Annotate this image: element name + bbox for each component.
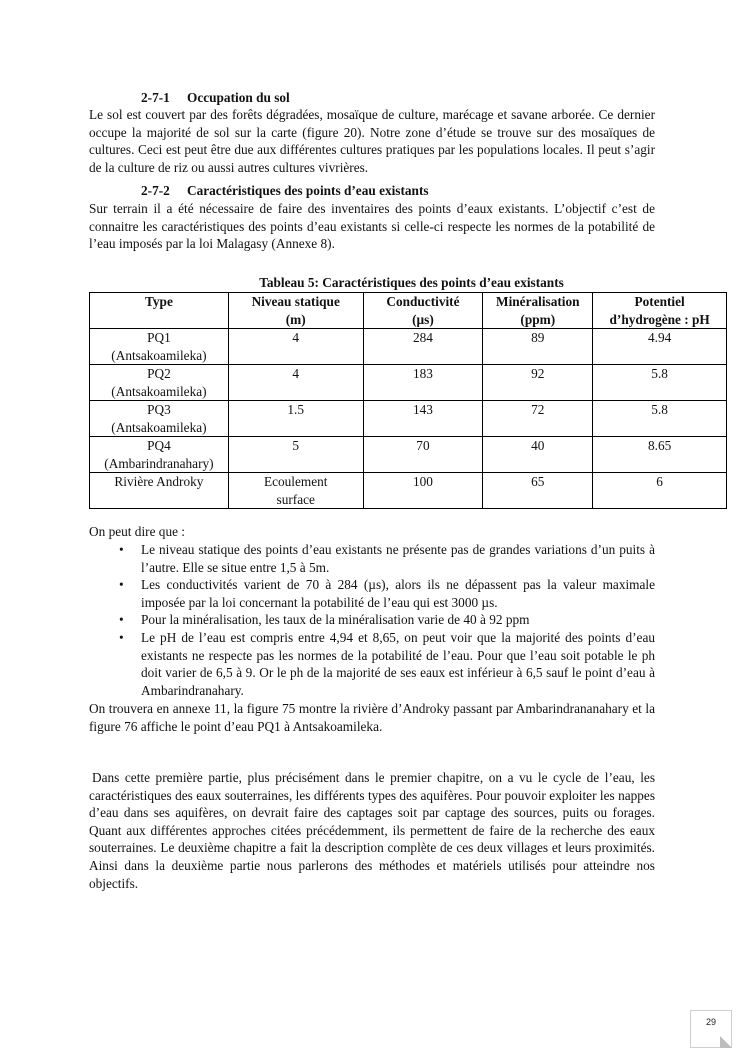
cell-mineralisation: 65: [483, 473, 593, 509]
analysis-intro: On peut dire que :: [89, 524, 186, 539]
analysis-bullet-list: [89, 541, 655, 699]
section-title: Occupation du sol: [187, 90, 290, 105]
annex-note-paragraph: On trouvera en annexe 11, la figure 75 montre la rivière d’Androky passant par Ambarindrananahary et la figure 76 affiche le point d’eau PQ1 à Antsakoamileka.: [89, 701, 655, 734]
table-row: [90, 401, 727, 437]
cell-conductivite: 183: [363, 365, 483, 401]
section-number: 2-7-2: [141, 183, 170, 198]
cell-type: PQ2 (Antsakoamileka): [90, 365, 229, 401]
page-number-box: [690, 1010, 732, 1048]
cell-niveau: 4: [228, 365, 363, 401]
header-mineralisation: Minéralisation (ppm): [483, 293, 593, 329]
cell-niveau: 4: [228, 329, 363, 365]
cell-conductivite: 143: [363, 401, 483, 437]
cell-type: Rivière Androky: [90, 473, 229, 509]
water-points-table: [89, 292, 727, 509]
cell-ph: 5.8: [593, 401, 727, 437]
list-item: • Pour la minéralisation, les taux de la minéralisation varie de 40 à 92 ppm: [119, 612, 530, 628]
cell-mineralisation: 72: [483, 401, 593, 437]
cell-type: PQ1 (Antsakoamileka): [90, 329, 229, 365]
cell-mineralisation: 89: [483, 329, 593, 365]
cell-mineralisation: 40: [483, 437, 593, 473]
cell-conductivite: 284: [363, 329, 483, 365]
table-header-row: [90, 293, 727, 329]
bullet-icon: •: [119, 577, 124, 593]
paragraph-occupation-du-sol: Le sol est couvert par des forêts dégradées, mosaïque de culture, marécage et savane arborée. Ce dernier occupe la majorité de sol sur la carte (figure 20). Notre zone d’étude se trouve sur des mosaïques de cultures. Ceci est peut être due aux différentes cultures pratiques par les populations locales. Il peut s’agir de la culture de riz ou aussi autres cultures vivrières.: [89, 107, 655, 175]
cell-ph: 5.8: [593, 365, 727, 401]
header-conductivite: Conductivité (µs): [363, 293, 483, 329]
cell-type: PQ4 (Ambarindranahary): [90, 437, 229, 473]
cell-conductivite: 70: [363, 437, 483, 473]
list-item: • Les conductivités varient de 70 à 284 (µs), alors ils ne dépassent pas la valeur maximale imposée par la loi concernant la potabilité de l’eau qui est 3000 µs.: [119, 577, 655, 610]
header-niveau-statique: Niveau statique (m): [228, 293, 363, 329]
table-row: [90, 437, 727, 473]
bullet-icon: •: [119, 542, 124, 557]
header-ph: Potentiel d’hydrogène : pH: [593, 293, 727, 329]
section-title: Caractéristiques des points d’eau existants: [187, 183, 429, 198]
cell-niveau: 5: [228, 437, 363, 473]
list-item: • Le niveau statique des points d’eau existants ne présente pas de grandes variations d’un puits à l’autre. Elle se situe entre 1,5 à 5m.: [119, 542, 655, 575]
cell-type: PQ3 (Antsakoamileka): [90, 401, 229, 437]
bullet-icon: •: [119, 629, 124, 645]
section-number: 2-7-1: [141, 90, 170, 105]
cell-ph: 8.65: [593, 437, 727, 473]
bullet-icon: •: [119, 612, 124, 628]
cell-niveau: Ecoulement surface: [228, 473, 363, 509]
table-row: [90, 473, 727, 509]
cell-mineralisation: 92: [483, 365, 593, 401]
cell-conductivite: 100: [363, 473, 483, 509]
page-number: 29: [705, 1017, 716, 1027]
section-heading-occupation-du-sol: [141, 89, 290, 106]
header-type: Type: [90, 293, 229, 329]
list-item: • Le pH de l’eau est compris entre 4,94 et 8,65, on peut voir que la majorité des points d’eau existants ne respecte pas les normes de la potabilité de l’eau. Pour que l’eau soit potable le ph doit varier de 6,5 à 9. Or le ph de la majorité de ses eaux est inférieur à 6,5 sauf le point d’eau à Ambarindranahary.: [119, 629, 655, 698]
table-row: [90, 329, 727, 365]
conclusion-paragraph: Dans cette première partie, plus précisément dans le premier chapitre, on a vu le cycle de l’eau, les caractéristiques des eaux souterraines, les différents types des aquifères. Pour pouvoir exploiter les nappes d’eau dans ses aquifères, on devrait faire des captages soit par captage des sources, puits ou forages. Quant aux différentes approches citées précédemment, ils permettent de faire de la recherche des eaux souterraines. Le deuxième chapitre a fait la description complète de ces deux villages et leurs proximités. Ainsi dans la deuxième partie nous parlerons des méthodes et matériels utilisés pour atteindre nos objectifs.: [89, 770, 655, 891]
cell-niveau: 1.5: [228, 401, 363, 437]
cell-ph: 6: [593, 473, 727, 509]
table-caption: Tableau 5: Caractéristiques des points d’eau existants: [259, 275, 564, 290]
page-curl-icon: [720, 1036, 732, 1048]
section-heading-points-deau: [141, 182, 429, 199]
table-row: [90, 365, 727, 401]
cell-ph: 4.94: [593, 329, 727, 365]
paragraph-points-deau: Sur terrain il a été nécessaire de faire des inventaires des points d’eaux existants. L’objectif c’est de connaitre les caractéristiques des points d’eau existants si celle-ci respecte les normes de la potabilité de l’eau imposés par la loi Malagasy (Annexe 8).: [89, 201, 655, 252]
